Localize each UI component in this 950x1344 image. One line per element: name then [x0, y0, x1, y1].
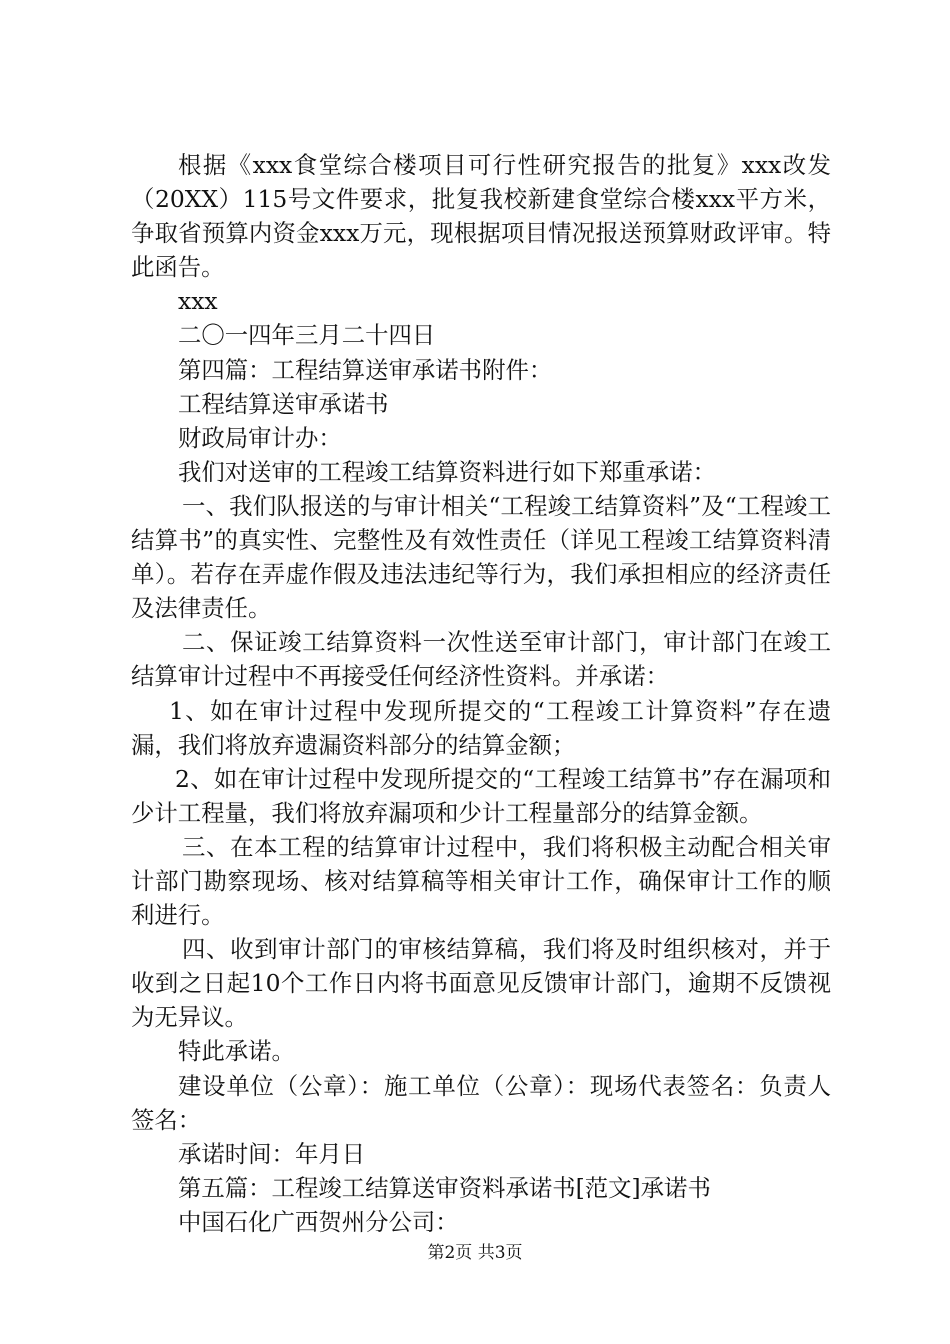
paragraph-budget-request: 根据《xxx食堂综合楼项目可行性研究报告的批复》xxx改发（20XX）115号文件要求，批复我校新建食堂综合楼xxx平方米，争取省预算内资金xxx万元，现根据项目情况报送预算财政评审。特此函告。 — [131, 151, 831, 282]
paragraph-item-4: 四、收到审计部门的审核结算稿，我们将及时组织核对，并于收到之日起10个工作日内将书面意见反馈审计部门，逾期不反馈视为无异议。 — [131, 935, 831, 1032]
paragraph-chapter-5-heading: 第五篇：工程竣工结算送审资料承诺书[范文]承诺书 — [178, 1173, 711, 1202]
paragraph-commitment-title: 工程结算送审承诺书 — [178, 389, 389, 418]
paragraph-addressee: 财政局审计办： — [178, 423, 342, 452]
paragraph-item-1: 一、我们队报送的与审计相关“工程竣工结算资料”及“工程竣工结算书”的真实性、完整性及有效性责任（详见工程竣工结算资料清单）。若存在弄虚作假及违法违纪等行为，我们承担相应的经济责任及法律责任。 — [131, 491, 831, 623]
paragraph-subitem-1: 1、如在审计过程中发现所提交的“工程竣工计算资料”存在遗漏，我们将放弃遗漏资料部分的结算金额； — [131, 696, 831, 759]
paragraph-closing: 特此承诺。 — [178, 1037, 295, 1066]
paragraph-signature-fields: 建设单位（公章）：施工单位（公章）：现场代表签名：负责人签名： — [131, 1071, 831, 1134]
page-footer: 第2页 共3页 — [427, 1243, 523, 1263]
paragraph-chapter-4-heading: 第四篇：工程结算送审承诺书附件： — [178, 355, 553, 384]
paragraph-date: 二〇一四年三月二十四日 — [178, 321, 436, 350]
paragraph-item-2: 二、保证竣工结算资料一次性送至审计部门，审计部门在竣工结算审计过程中不再接受任何经济性资料。并承诺： — [131, 628, 831, 691]
paragraph-commitment-date: 承诺时间：年月日 — [178, 1139, 366, 1168]
paragraph-recipient: 中国石化广西贺州分公司： — [178, 1207, 459, 1236]
document-body — [131, 148, 831, 1239]
paragraph-subitem-2: 2、如在审计过程中发现所提交的“工程竣工结算书”存在漏项和少计工程量，我们将放弃漏项和少计工程量部分的结算金额。 — [131, 764, 831, 827]
paragraph-signatory: xxx — [178, 287, 218, 316]
paragraph-commitment-intro: 我们对送审的工程竣工结算资料进行如下郑重承诺： — [178, 457, 716, 486]
paragraph-item-3: 三、在本工程的结算审计过程中，我们将积极主动配合相关审计部门勘察现场、核对结算稿等相关审计工作，确保审计工作的顺利进行。 — [131, 832, 831, 930]
